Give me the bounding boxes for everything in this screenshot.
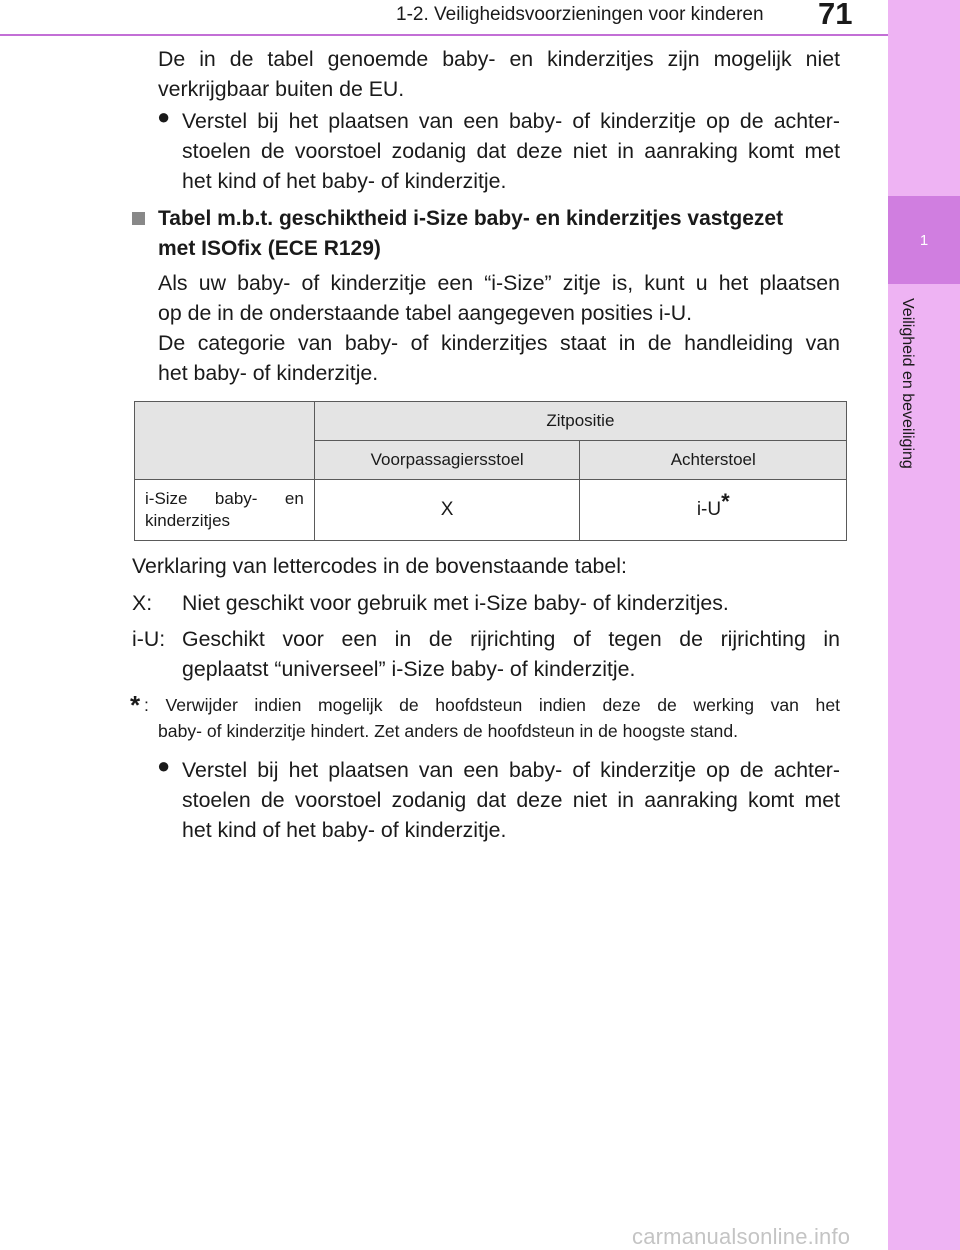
- bullet1-line-1: Verstel bij het plaatsen van een baby- of kinderzitje op de achter-: [182, 109, 840, 133]
- legend-intro: Verklaring van lettercodes in de bovenstaande tabel:: [132, 554, 627, 578]
- table-cell-rear: [580, 480, 847, 541]
- bullet1-line-3: het kind of het baby- of kinderzitje.: [182, 169, 507, 193]
- table-row: [135, 480, 847, 541]
- bullet-icon: ●: [157, 753, 171, 778]
- page-header: [0, 0, 888, 36]
- bullet2-line-3: het kind of het baby- of kinderzitje.: [182, 818, 507, 842]
- footnote-line-1: : Verwijder indien mogelijk de hoofdsteun indien deze de werking van het: [144, 695, 840, 715]
- footnote-marker: *: [721, 489, 730, 514]
- side-tab: [888, 0, 960, 1250]
- seat-suitability-table: [134, 401, 847, 541]
- section-para2-line-2: het baby- of kinderzitje.: [158, 361, 379, 385]
- bullet2-line-2: stoelen de voorstoel zodanig dat deze niet in aanraking komt met: [182, 788, 840, 812]
- bullet2-line-1: Verstel bij het plaatsen van een baby- of kinderzitje op de achter-: [182, 758, 840, 782]
- footnote-line-2: baby- of kinderzitje hindert. Zet anders de hoofdsteun in de hoogste stand.: [158, 721, 738, 741]
- section-para1-line-2: op de in de onderstaande tabel aangegeven posities i-U.: [158, 301, 692, 325]
- table-row-label: i-Size baby- en kinderzitjes: [135, 480, 315, 541]
- section-heading-line-2: met ISOfix (ECE R129): [158, 237, 381, 260]
- chapter-number: 1: [919, 232, 929, 249]
- footnote-star: *: [130, 690, 141, 720]
- table-header-zitpositie: Zitpositie: [314, 402, 846, 441]
- legend-x-text: Niet geschikt voor gebruik met i-Size baby- of kinderzitjes.: [182, 591, 729, 615]
- table-corner-cell: [135, 402, 315, 480]
- intro-line-1: De in de tabel genoemde baby- en kinderzitjes zijn mogelijk niet: [158, 47, 840, 71]
- chapter-title: 1-2. Veiligheidsvoorzieningen voor kinderen: [396, 4, 764, 25]
- side-tab-label-text: Veiligheid en beveiliging: [899, 298, 916, 469]
- watermark: carmanualsonline.info: [632, 1224, 851, 1249]
- section-square-icon: [132, 212, 145, 225]
- table-cell-front: X: [314, 480, 580, 541]
- page-number: 71: [818, 0, 853, 31]
- header-divider: [0, 34, 888, 36]
- intro-line-2: verkrijgbaar buiten de EU.: [158, 77, 405, 101]
- section-para2-line-1: De categorie van baby- of kinderzitjes staat in de handleiding van: [158, 331, 840, 355]
- table-cell-rear-value: i-U: [696, 499, 722, 520]
- bullet1-line-2: stoelen de voorstoel zodanig dat deze niet in aanraking komt met: [182, 139, 840, 163]
- table-header-rear-seat: Achterstoel: [580, 441, 847, 480]
- bullet-icon: ●: [157, 104, 171, 129]
- legend-x-key: X:: [132, 591, 153, 615]
- legend-iu-key: i-U:: [132, 627, 166, 651]
- side-tab-label: [896, 298, 916, 512]
- section-para1-line-1: Als uw baby- of kinderzitje een “i-Size” zitje is, kunt u het plaatsen: [158, 271, 840, 295]
- legend-iu-line-2: geplaatst “universeel” i-Size baby- of kinderzitje.: [182, 657, 636, 681]
- section-heading-line-1: Tabel m.b.t. geschiktheid i-Size baby- en kinderzitjes vastgezet: [158, 207, 784, 230]
- legend-iu-line-1: Geschikt voor een in de rijrichting of tegen de rijrichting in: [182, 627, 840, 651]
- table-header-front-seat: Voorpassagiersstoel: [314, 441, 580, 480]
